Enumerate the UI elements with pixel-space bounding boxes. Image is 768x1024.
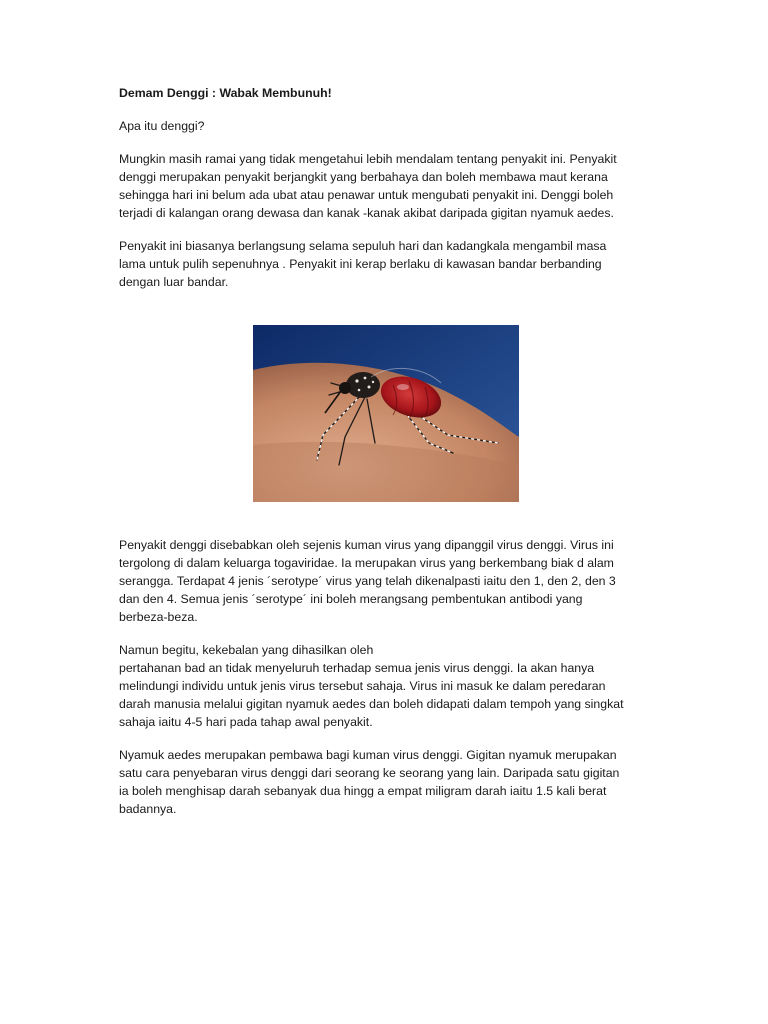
paragraph-line: badannya. xyxy=(119,802,177,816)
paragraph-1 xyxy=(119,150,659,222)
paragraph-line: ia boleh menghisap darah sebanyak dua hingg a empat miligram darah iaitu 1.5 kali berat xyxy=(119,784,607,798)
mosquito-photo xyxy=(253,325,519,502)
paragraph-line: sehingga hari ini belum ada ubat atau penawar untuk mengubati penyakit ini. Denggi boleh xyxy=(119,188,614,202)
paragraph-line: berbeza-beza. xyxy=(119,610,198,624)
paragraph-line: Nyamuk aedes merupakan pembawa bagi kuman virus denggi. Gigitan nyamuk merupakan xyxy=(119,748,617,762)
upper-text-block xyxy=(119,84,659,291)
paragraph-line: tergolong di dalam keluarga togaviridae. Ia merupakan virus yang berkembang biak d alam xyxy=(119,556,614,570)
paragraph-line: terjadi di kalangan orang dewasa dan kanak -kanak akibat daripada gigitan nyamuk aedes. xyxy=(119,206,614,220)
paragraph-2 xyxy=(119,237,659,291)
mosquito-on-skin-image xyxy=(253,325,519,502)
section-heading: Apa itu denggi? xyxy=(119,119,205,133)
paragraph-5 xyxy=(119,746,659,818)
paragraph-line: Namun begitu, kekebalan yang dihasilkan oleh xyxy=(119,643,374,657)
paragraph-3 xyxy=(119,536,659,626)
paragraph-4 xyxy=(119,641,659,731)
paragraph-line: denggi merupakan penyakit berjangkit yang berbahaya dan boleh membawa maut kerana xyxy=(119,170,608,184)
paragraph-line: Mungkin masih ramai yang tidak mengetahui lebih mendalam tentang penyakit ini. Penyakit xyxy=(119,152,617,166)
paragraph-line: dan den 4. Semua jenis ´serotype´ ini boleh merangsang pembentukan antibodi yang xyxy=(119,592,583,606)
paragraph-line: darah manusia melalui gigitan nyamuk aedes dan boleh didapati dalam tempoh yang singkat xyxy=(119,697,624,711)
paragraph-line: Penyakit ini biasanya berlangsung selama sepuluh hari dan kadangkala mengambil masa xyxy=(119,239,607,253)
page-title: Demam Denggi : Wabak Membunuh! xyxy=(119,86,332,100)
paragraph-line: Penyakit denggi disebabkan oleh sejenis kuman virus yang dipanggil virus denggi. Virus ini xyxy=(119,538,614,552)
paragraph-line: melindungi individu untuk jenis virus tersebut sahaja. Virus ini masuk ke dalam peredaran xyxy=(119,679,606,693)
paragraph-line: serangga. Terdapat 4 jenis ´serotype´ virus yang telah dikenalpasti iaitu den 1, den 2, den 3 xyxy=(119,574,616,588)
paragraph-line: dengan luar bandar. xyxy=(119,275,229,289)
paragraph-line: sahaja iaitu 4-5 hari pada tahap awal penyakit. xyxy=(119,715,373,729)
paragraph-line: satu cara penyebaran virus denggi dari seorang ke seorang yang lain. Daripada satu gigitan xyxy=(119,766,620,780)
lower-text-block xyxy=(119,536,659,818)
paragraph-line: pertahanan bad an tidak menyeluruh terhadap semua jenis virus denggi. Ia akan hanya xyxy=(119,661,595,675)
paragraph-line: lama untuk pulih sepenuhnya . Penyakit ini kerap berlaku di kawasan bandar berbanding xyxy=(119,257,602,271)
